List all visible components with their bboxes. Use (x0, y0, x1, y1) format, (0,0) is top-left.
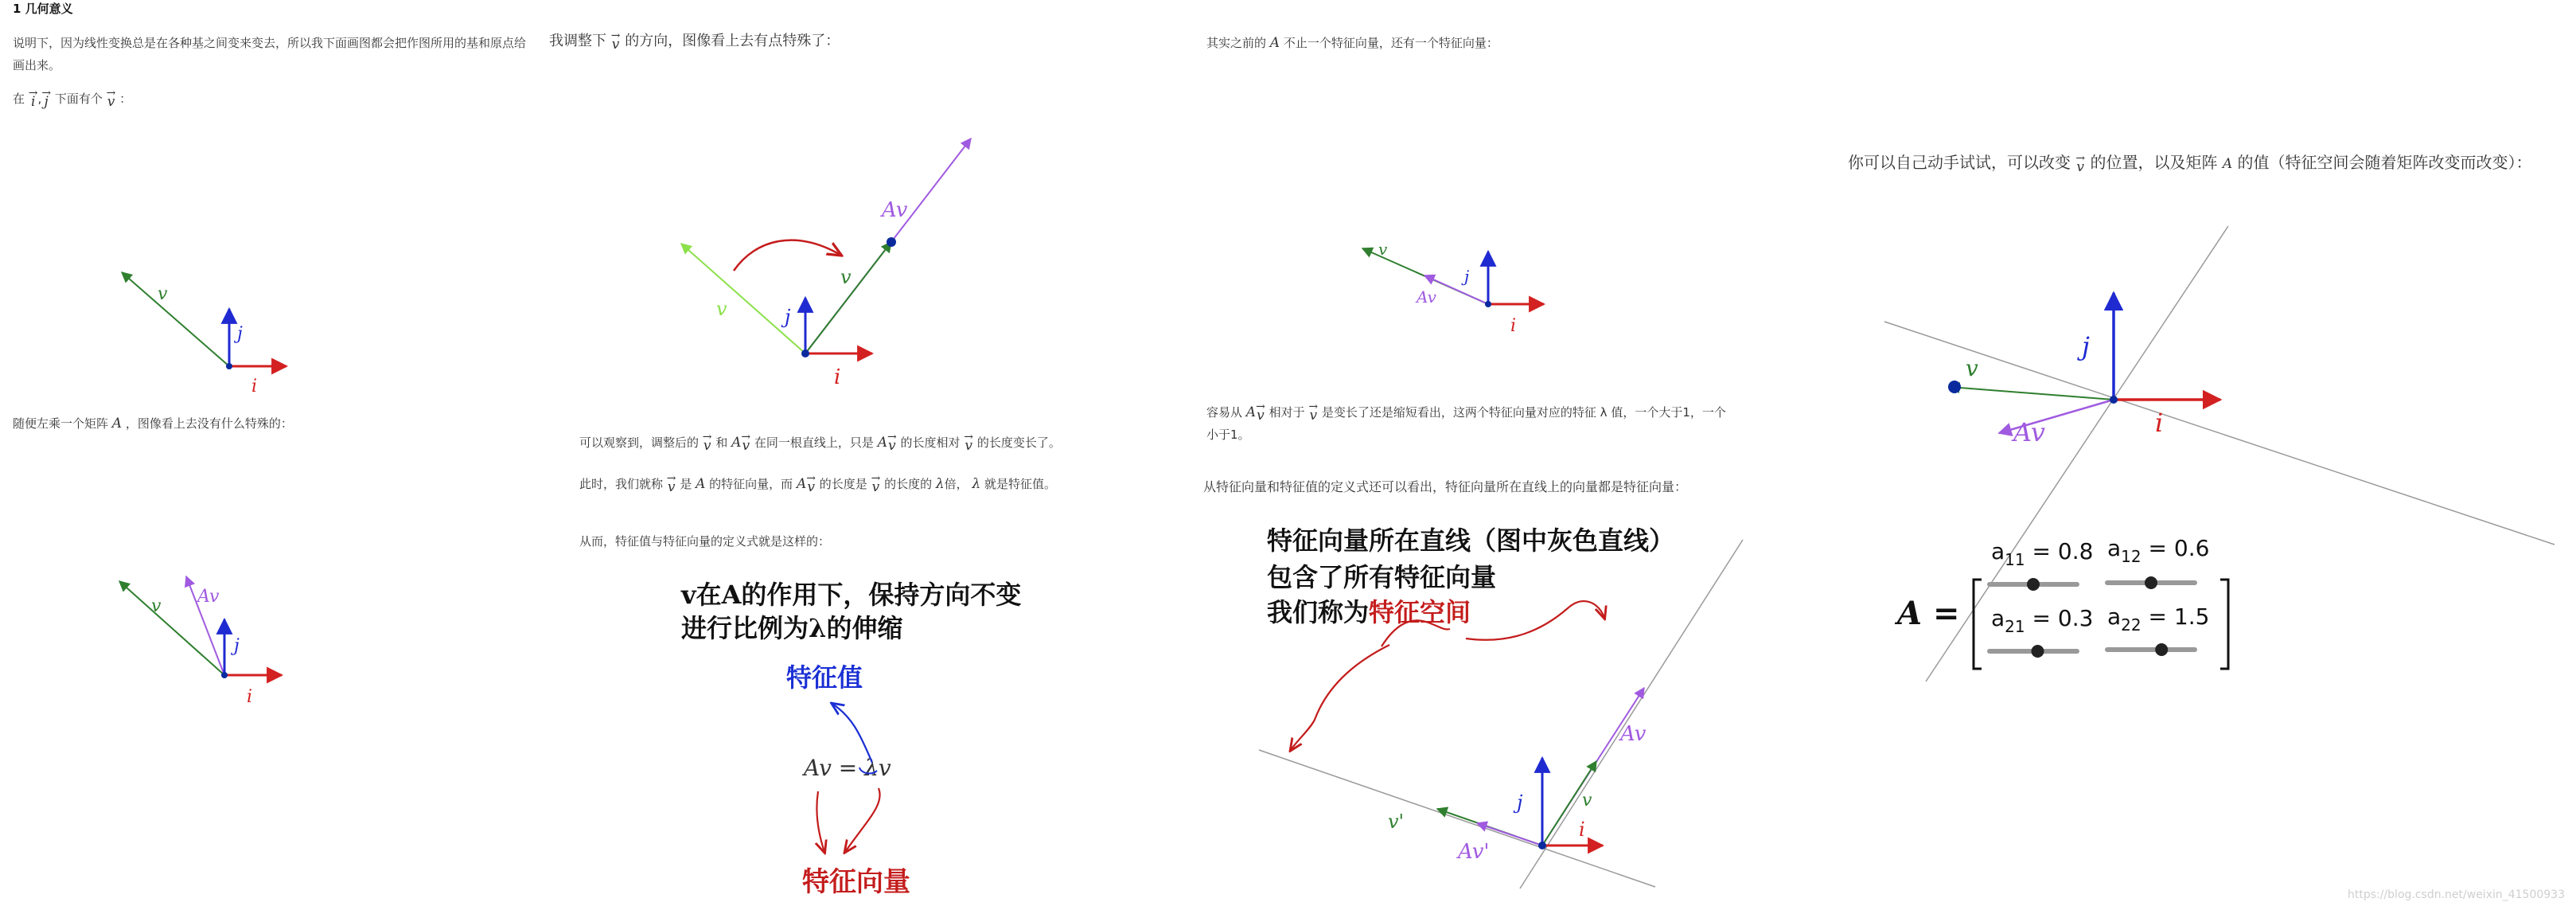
eigen-line-2 (1884, 322, 2555, 545)
origin-point (1485, 301, 1491, 307)
a21-slider-knob[interactable] (2032, 645, 2044, 658)
i-label: i (1579, 818, 1585, 841)
Av-label: Av (1417, 287, 1436, 307)
v-label: v (1378, 240, 1388, 259)
eigenspace-note-line3: 我们称为特征空间 (1267, 597, 1471, 627)
handwritten-note-line2: 进行比例为λ的伸缩 (681, 613, 903, 643)
i-label: i (1510, 316, 1517, 336)
Av-upper-label: Av (1620, 722, 1647, 746)
a22-label: $a_{22} = 1.5$ (2107, 603, 2210, 635)
figure-basis-with-v (95, 255, 302, 398)
v-label: v (151, 596, 162, 616)
adjust-paragraph: 我调整下 → v 的方向，图像看上去有点特殊了： (549, 30, 840, 53)
i-label: i (251, 377, 258, 396)
eigenvalue-label: 特征值 (786, 662, 863, 693)
matrix-A-panel (1894, 535, 2228, 669)
definition-paragraph: 此时，我们就称 → v 是 A 的特征向量，而 A→ v 的长度是 → v 的长度的 λ倍， λ 就是特征值。 (579, 473, 1128, 495)
eigenspace-term: 特征空间 (1369, 597, 1471, 627)
origin-point (2110, 396, 2118, 404)
basis-paragraph: 在 → i ,→ j 下面有个 → v ： (13, 88, 131, 110)
lambda-compare-paragraph: 容易从 A→ v 相对于 → v 是变长了还是缩短看出，这两个特征向量对应的特征 λ 值，一个大于1，一个小于1。 (1206, 401, 1732, 446)
i-label: i (247, 687, 253, 707)
origin-point (801, 350, 809, 357)
Av-label: Av (2013, 417, 2045, 447)
v-upper-label: v (1582, 791, 1592, 810)
observe-paragraph: 可以观察到，调整后的 → v 和 A→ v 在同一根直线上，只是 A→ v 的长度相对 → v 的长度变长了。 (579, 432, 1061, 454)
eigenspace-underline (1382, 620, 1450, 646)
j-label: j (237, 324, 243, 344)
v-endpoint[interactable] (887, 237, 896, 247)
matrix-left-bracket (1974, 580, 1982, 669)
section-heading: 1 几何意义 (13, 2, 73, 16)
a21-label: $a_{21} = 0.3$ (1991, 605, 2094, 636)
figure-eigenspace (1241, 525, 1759, 892)
j-label: j (2082, 331, 2090, 361)
formula-hand-arrows (796, 685, 923, 868)
i-label: i (2155, 408, 2164, 438)
formula-intro-paragraph: 从而，特征值与特征向量的定义式就是这样的： (579, 534, 831, 549)
a11-slider-knob[interactable] (2027, 578, 2040, 591)
eigenvalue-hand-arrow (832, 704, 872, 763)
eigenspace-hand-arrow-left (1291, 645, 1389, 750)
v-lower-label: v' (1388, 810, 1405, 833)
eigen-line-1 (1520, 540, 1743, 888)
figure-second-eigenvector (1337, 223, 1560, 342)
multiply-paragraph: 随便左乘一个矩阵 A ，图像看上去没有什么特殊的： (13, 416, 293, 432)
eigenspace-hand-arrow-right (1466, 601, 1604, 640)
Av-label: Av (882, 198, 908, 222)
eigen-formula: Av = λv (804, 755, 891, 781)
figure-v-and-Av (95, 557, 302, 717)
eigenvector-label: 特征向量 (802, 866, 910, 898)
v-vector (122, 272, 229, 366)
a11-label: $a_{11} = 0.8$ (1991, 538, 2094, 569)
a22-slider-knob[interactable] (2155, 643, 2168, 656)
j-label: j (1464, 267, 1470, 286)
a12-slider-knob[interactable] (2145, 576, 2157, 589)
origin-point (1538, 842, 1546, 849)
v-vector (805, 242, 891, 353)
v-label: v (840, 266, 852, 288)
origin-point (226, 363, 232, 369)
interactive-eigen-figure[interactable] (1862, 215, 2562, 693)
Av-lower-label: Av' (1458, 840, 1490, 864)
eigenvector-hand-arrow-left (816, 791, 824, 852)
watermark: https://blog.csdn.net/weixin_41500933 (2347, 888, 2565, 901)
i-label: i (834, 365, 841, 389)
rotate-hand-arrow (734, 240, 840, 271)
intro-paragraph: 说明下，因为线性变换总是在各种基之间变来变去，所以我下面画图都会把作图所用的基和原点给画出来。 (13, 36, 527, 72)
matrix-right-bracket (2220, 580, 2228, 669)
j-label: j (234, 636, 240, 656)
lambda-underline (859, 767, 877, 773)
v-label: v (158, 284, 168, 304)
handwritten-note-line1: v在A的作用下，保持方向不变 (681, 580, 1022, 610)
Av-label: Av (197, 587, 220, 607)
j-label: j (1517, 791, 1523, 814)
v-drag-handle[interactable] (1948, 381, 1961, 393)
eigenspace-intro-paragraph: 从特征向量和特征值的定义式还可以看出，特征向量所在直线上的向量都是特征向量： (1203, 479, 1688, 494)
try-it-paragraph: 你可以自己动手试试，可以改变 → v 的位置，以及矩阵 A 的值（特征空间会随着矩阵改变而改变）： (1848, 148, 2564, 178)
j-label: j (785, 306, 791, 328)
origin-point (221, 672, 228, 678)
eigenvector-hand-arrow-right (845, 788, 880, 852)
eigenspace-note-line1: 特征向量所在直线（图中灰色直线） (1267, 525, 1675, 556)
figure-eigenvector-v (653, 127, 1003, 398)
v-vector (1950, 387, 2114, 400)
a12-label: $a_{12} = 0.6$ (2107, 535, 2210, 566)
eigenspace-note-line2: 包含了所有特征向量 (1267, 562, 1497, 592)
v-label: v (1966, 355, 1978, 381)
v-previous-label: v (716, 298, 727, 320)
another-eigenvector-paragraph: 其实之前的 A 不止一个特征向量，还有一个特征向量： (1206, 35, 1498, 51)
matrix-label: A = (1897, 595, 1960, 632)
